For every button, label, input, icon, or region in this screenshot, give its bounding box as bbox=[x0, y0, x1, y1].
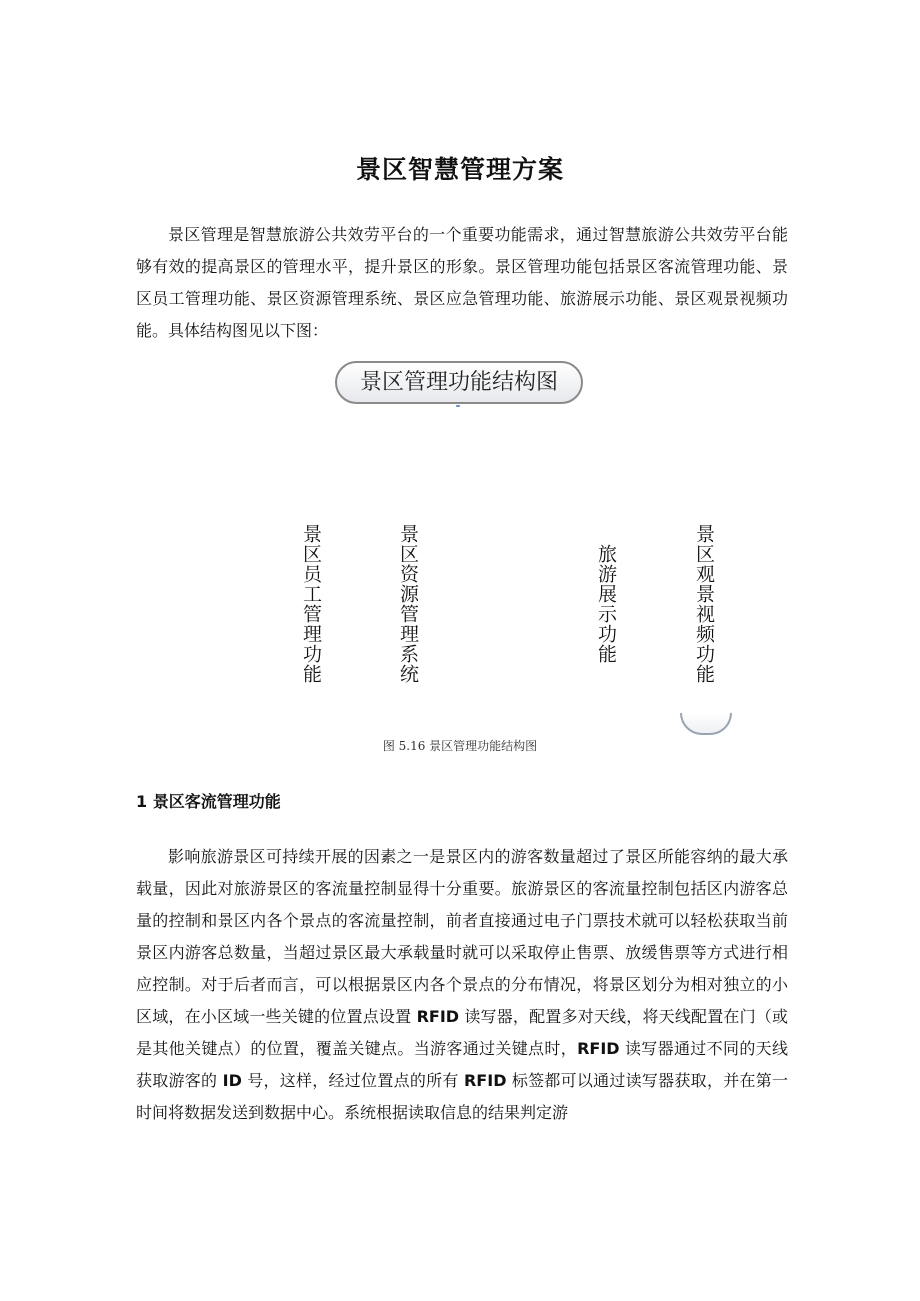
document-title: 景区智慧管理方案 bbox=[355, 155, 564, 184]
paragraph-text: 影响旅游景区可持续开展的因素之一是景区内的游客数量超过了景区所能容纳的最大承载量，因此对旅游景区的客流量控制显得十分重要。旅游景区的客流量控制包括区内游客总量的控制和景区内各个景点的客流量控制，前者直接通过电子门票技术就可以轻松获取当前景区内游客总数量，当超过景区最大承载量时就可以采取停止售票、放缓售票等方式进行相应控制。对于后者而言，可以根据景区内各个景点的分布情况，将景区划分为相对独立的小区域，在小区域一些关键的位置点设置 bbox=[136, 847, 788, 1026]
diagram-root-node: 景区管理功能结构图 bbox=[335, 361, 583, 404]
diagram-branch-display: 旅游展示功能 bbox=[595, 544, 617, 664]
rfid-term: RFID bbox=[577, 1039, 620, 1058]
section-heading: 1 景区客流管理功能 bbox=[136, 792, 281, 811]
paragraph-text: 读写器，配置多对天线，将天线配置在门（或是其他关键点）的位置，覆盖关键点。当游客通过关键点时， bbox=[136, 1007, 788, 1058]
intro-paragraph: 景区管理是智慧旅游公共效劳平台的一个重要功能需求，通过智慧旅游公共效劳平台能够有效的提高景区的管理水平，提升景区的形象。景区管理功能包括景区客流管理功能、景区员工管理功能、景区资源管理系统、景区应急管理功能、旅游展示功能、景区观景视频功能。具体结构图见以下图： bbox=[136, 225, 788, 340]
figure-caption: 图 5.16 景区管理功能结构图 bbox=[382, 739, 538, 753]
connector-dot bbox=[456, 405, 460, 407]
diagram-branch-staff: 景区员工管理功能 bbox=[300, 524, 322, 684]
diagram-node-fragment bbox=[680, 713, 732, 735]
rfid-term: RFID bbox=[463, 1071, 507, 1090]
paragraph-text: 号，这样，经过位置点的所有 bbox=[241, 1071, 464, 1090]
diagram-branch-video: 景区观景视频功能 bbox=[693, 524, 715, 684]
paragraph-text: 读写器通过不同的天线获取游客的 bbox=[136, 1039, 788, 1090]
diagram-branch-resources: 景区资源管理系统 bbox=[397, 524, 419, 684]
section-paragraph bbox=[136, 841, 788, 1129]
paragraph-text: 标签都可以通过读写器获取，并在第一时间将数据发送到数据中心。系统根据读取信息的结果判定游 bbox=[136, 1071, 788, 1122]
rfid-term: RFID bbox=[416, 1007, 460, 1026]
id-term: ID bbox=[222, 1071, 242, 1090]
